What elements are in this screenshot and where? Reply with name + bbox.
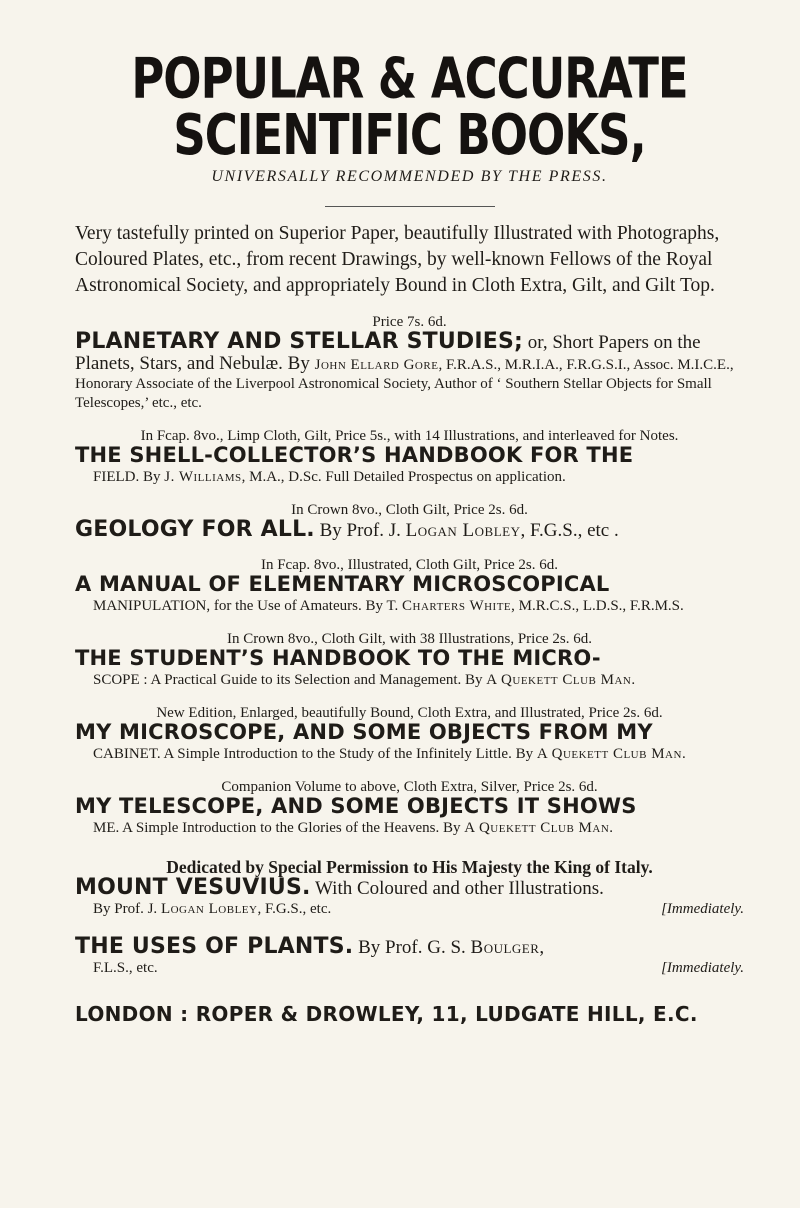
book-entry-geology <box>75 501 744 542</box>
book-entry-planetary <box>75 313 744 413</box>
book-description: PLANETARY AND STELLAR STUDIES; or, Short Papers on the Planets, Stars, and Nebulæ. By John Ellard Gore, F.R.A.S., M.R.I.A., F.R.G.S.I., Assoc. M.I.C.E., Honorary Associate of the Liverpool Astronomical Society, Author of ‘ Southern Stellar Objects for Small Telescopes,’ etc., etc. <box>75 329 734 411</box>
book-description: THE SHELL-COLLECTOR’S HANDBOOK FOR THE FIELD. By J. Williams, M.A., D.Sc. Full Detailed Prospectus on application. <box>75 443 634 485</box>
availability-note: [Immediately. <box>661 901 744 917</box>
availability-note: [Immediately. <box>661 960 744 976</box>
book-author: Logan Lobley <box>405 520 521 541</box>
book-entry-uses-of-plants <box>75 934 744 978</box>
divider-rule <box>325 206 495 207</box>
book-author: Charters White <box>402 598 512 614</box>
book-description: THE USES OF PLANTS. By Prof. G. S. Boulger, F.L.S., etc. [Immediately. <box>75 934 744 976</box>
book-author: John Ellard Gore <box>314 357 439 373</box>
book-title-continued: FIELD. <box>93 469 140 485</box>
book-title: GEOLOGY FOR ALL. <box>75 517 315 542</box>
book-entry-microscopical-manual <box>75 556 744 616</box>
book-author: A Quekett Club Man <box>486 672 632 688</box>
book-title: THE SHELL-COLLECTOR’S HANDBOOK FOR THE <box>75 443 634 467</box>
book-title: A MANUAL OF ELEMENTARY MICROSCOPICAL <box>75 572 610 596</box>
publisher-footer: LONDON : ROPER & DROWLEY, 11, LUDGATE HILL, E.C. <box>75 1002 698 1026</box>
book-title: THE STUDENT’S HANDBOOK TO THE MICRO- <box>75 646 601 670</box>
book-entry-shell-collector <box>75 427 744 487</box>
book-title: MOUNT VESUVIUS. <box>75 875 311 900</box>
book-description: GEOLOGY FOR ALL. By Prof. J. Logan Lobley, F.G.S., etc . <box>75 517 619 542</box>
book-author: Boulger <box>470 937 540 958</box>
page-headline: POPULAR & ACCURATE SCIENTIFIC BOOKS, <box>131 45 688 168</box>
book-description: MY MICROSCOPE, AND SOME OBJECTS FROM MY CABINET. A Simple Introduction to the Study of the Infinitely Little. By A Quekett Club Man. <box>75 720 686 762</box>
book-description: MY TELESCOPE, AND SOME OBJECTS IT SHOWS ME. A Simple Introduction to the Glories of the Heavens. By A Quekett Club Man. <box>75 794 637 836</box>
book-description: MOUNT VESUVIUS. With Coloured and other Illustrations. By Prof. J. Logan Lobley, F.G.S., etc. [Immediately. <box>75 875 744 917</box>
book-description: A MANUAL OF ELEMENTARY MICROSCOPICAL MANIPULATION, for the Use of Amateurs. By T. Charters White, M.R.C.S., L.D.S., F.R.M.S. <box>75 572 684 614</box>
book-title: PLANETARY AND STELLAR STUDIES; <box>75 329 523 354</box>
book-description: THE STUDENT’S HANDBOOK TO THE MICRO- SCOPE : A Practical Guide to its Selection and Management. By A Quekett Club Man. <box>75 646 636 688</box>
book-author: Logan Lobley <box>160 901 258 917</box>
book-title: MY MICROSCOPE, AND SOME OBJECTS FROM MY <box>75 720 653 744</box>
book-title: THE USES OF PLANTS. <box>75 934 354 959</box>
book-edition-note: In Fcap. 8vo., Illustrated, Cloth Gilt, Price 2s. 6d. <box>260 557 559 573</box>
dedication-line: Dedicated by Special Permission to His Majesty the King of Italy. <box>166 857 653 877</box>
book-edition-note: New Edition, Enlarged, beautifully Bound, Cloth Extra, and Illustrated, Price 2s. 6d. <box>156 705 663 721</box>
book-author: J. Williams <box>164 469 242 485</box>
book-price: Price 7s. 6d. <box>372 314 447 330</box>
book-edition-note: Companion Volume to above, Cloth Extra, Silver, Price 2s. 6d. <box>221 779 598 795</box>
book-title: MY TELESCOPE, AND SOME OBJECTS IT SHOWS <box>75 794 637 818</box>
book-edition-note: In Crown 8vo., Cloth Gilt, with 38 Illustrations, Price 2s. 6d. <box>227 631 592 647</box>
book-entry-my-telescope <box>75 778 744 838</box>
book-author: A Quekett Club Man <box>536 746 682 762</box>
book-edition-note: In Fcap. 8vo., Limp Cloth, Gilt, Price 5s., with 14 Illustrations, and interleaved for Notes. <box>140 428 679 444</box>
intro-paragraph: Very tastefully printed on Superior Paper, beautifully Illustrated with Photographs, Coloured Plates, etc., from recent Drawings, by well-known Fellows of the Royal Astronomical Society, and appropriately Bound in Cloth Extra, Gilt, and Gilt Top. <box>75 223 720 296</box>
book-entry-mount-vesuvius <box>75 875 744 919</box>
book-entry-my-microscope <box>75 704 744 764</box>
book-entry-students-handbook <box>75 630 744 690</box>
book-author: A Quekett Club Man <box>464 820 610 836</box>
book-edition-note: In Crown 8vo., Cloth Gilt, Price 2s. 6d. <box>291 502 528 518</box>
tagline: UNIVERSALLY RECOMMENDED BY THE PRESS. <box>211 168 608 185</box>
